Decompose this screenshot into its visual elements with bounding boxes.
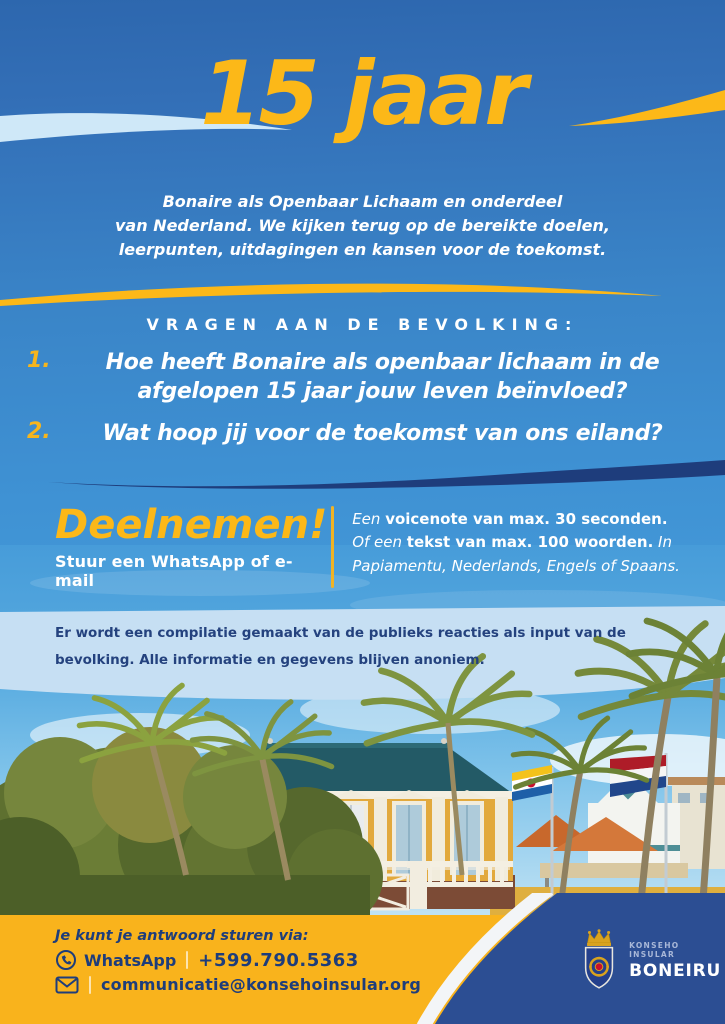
phone-number: +599.790.5363 [198, 949, 359, 971]
question-text [65, 419, 700, 448]
logo-text [629, 941, 725, 981]
yellow-wave-divider [0, 276, 725, 308]
envelope-icon [55, 976, 79, 994]
question-line: Hoe heeft Bonaire als openbaar lichaam in de [105, 350, 660, 375]
vertical-divider [331, 506, 334, 588]
question-item-2 [25, 419, 700, 448]
email-row[interactable] [55, 975, 421, 994]
question-number: 1. [27, 348, 51, 373]
participate-left [55, 504, 331, 590]
section-heading: VRAGEN AAN DE BEVOLKING: [146, 315, 579, 334]
question-number: 2. [27, 419, 51, 445]
intro-line: Bonaire als Openbaar Lichaam en onderdeel [162, 192, 563, 211]
whatsapp-label: WhatsApp [84, 950, 177, 970]
whatsapp-icon [55, 949, 77, 971]
participate-section [55, 504, 695, 590]
question-line: afgelopen 15 jaar jouw leven beïnvloed? [137, 379, 628, 405]
konseho-insular-logo [578, 928, 725, 994]
participate-subline: Stuur een WhatsApp of e-mail [55, 552, 293, 590]
contact-intro: Je kunt je antwoord sturen via: [55, 928, 309, 944]
question-list [25, 348, 700, 461]
detail-line-text: Of een tekst van max. 100 woorden. In Papiamentu, Nederlands, Engels of Spaans. [352, 533, 680, 575]
detail-line-voicenote: Een voicenote van max. 30 seconden. [352, 510, 668, 528]
contact-block [55, 928, 421, 998]
separator [89, 976, 91, 994]
question-item-1 [25, 348, 700, 406]
email-address: communicatie@konsehoinsular.org [101, 975, 421, 994]
crest-icon [578, 928, 620, 994]
logo-org-big: BONEIRU [629, 961, 722, 981]
separator [186, 951, 188, 969]
intro-line: leerpunten, uitdagingen en kansen voor de toekomst. [118, 240, 607, 259]
poster-title: 15 jaar [200, 42, 525, 145]
disclaimer-text [55, 620, 695, 674]
navy-swoosh-divider [0, 455, 725, 503]
whatsapp-row[interactable] [55, 949, 421, 971]
question-text [65, 348, 700, 406]
participate-headline: Deelnemen! [55, 502, 328, 548]
disclaimer-line: bevolking. Alle informatie en gegevens blijven anoniem. [55, 652, 485, 668]
intro-text [0, 190, 725, 262]
bonaire-photo [0, 545, 725, 915]
participate-details [352, 504, 695, 590]
logo-org-small: KONSEHO INSULAR [629, 941, 680, 959]
question-line: Wat hoop jij voor de toekomst van ons eiland? [102, 421, 663, 447]
disclaimer-line: Er wordt een compilatie gemaakt van de publieks reacties als input van de [55, 625, 626, 641]
intro-line: van Nederland. We kijken terug op de bereikte doelen, [115, 216, 610, 235]
